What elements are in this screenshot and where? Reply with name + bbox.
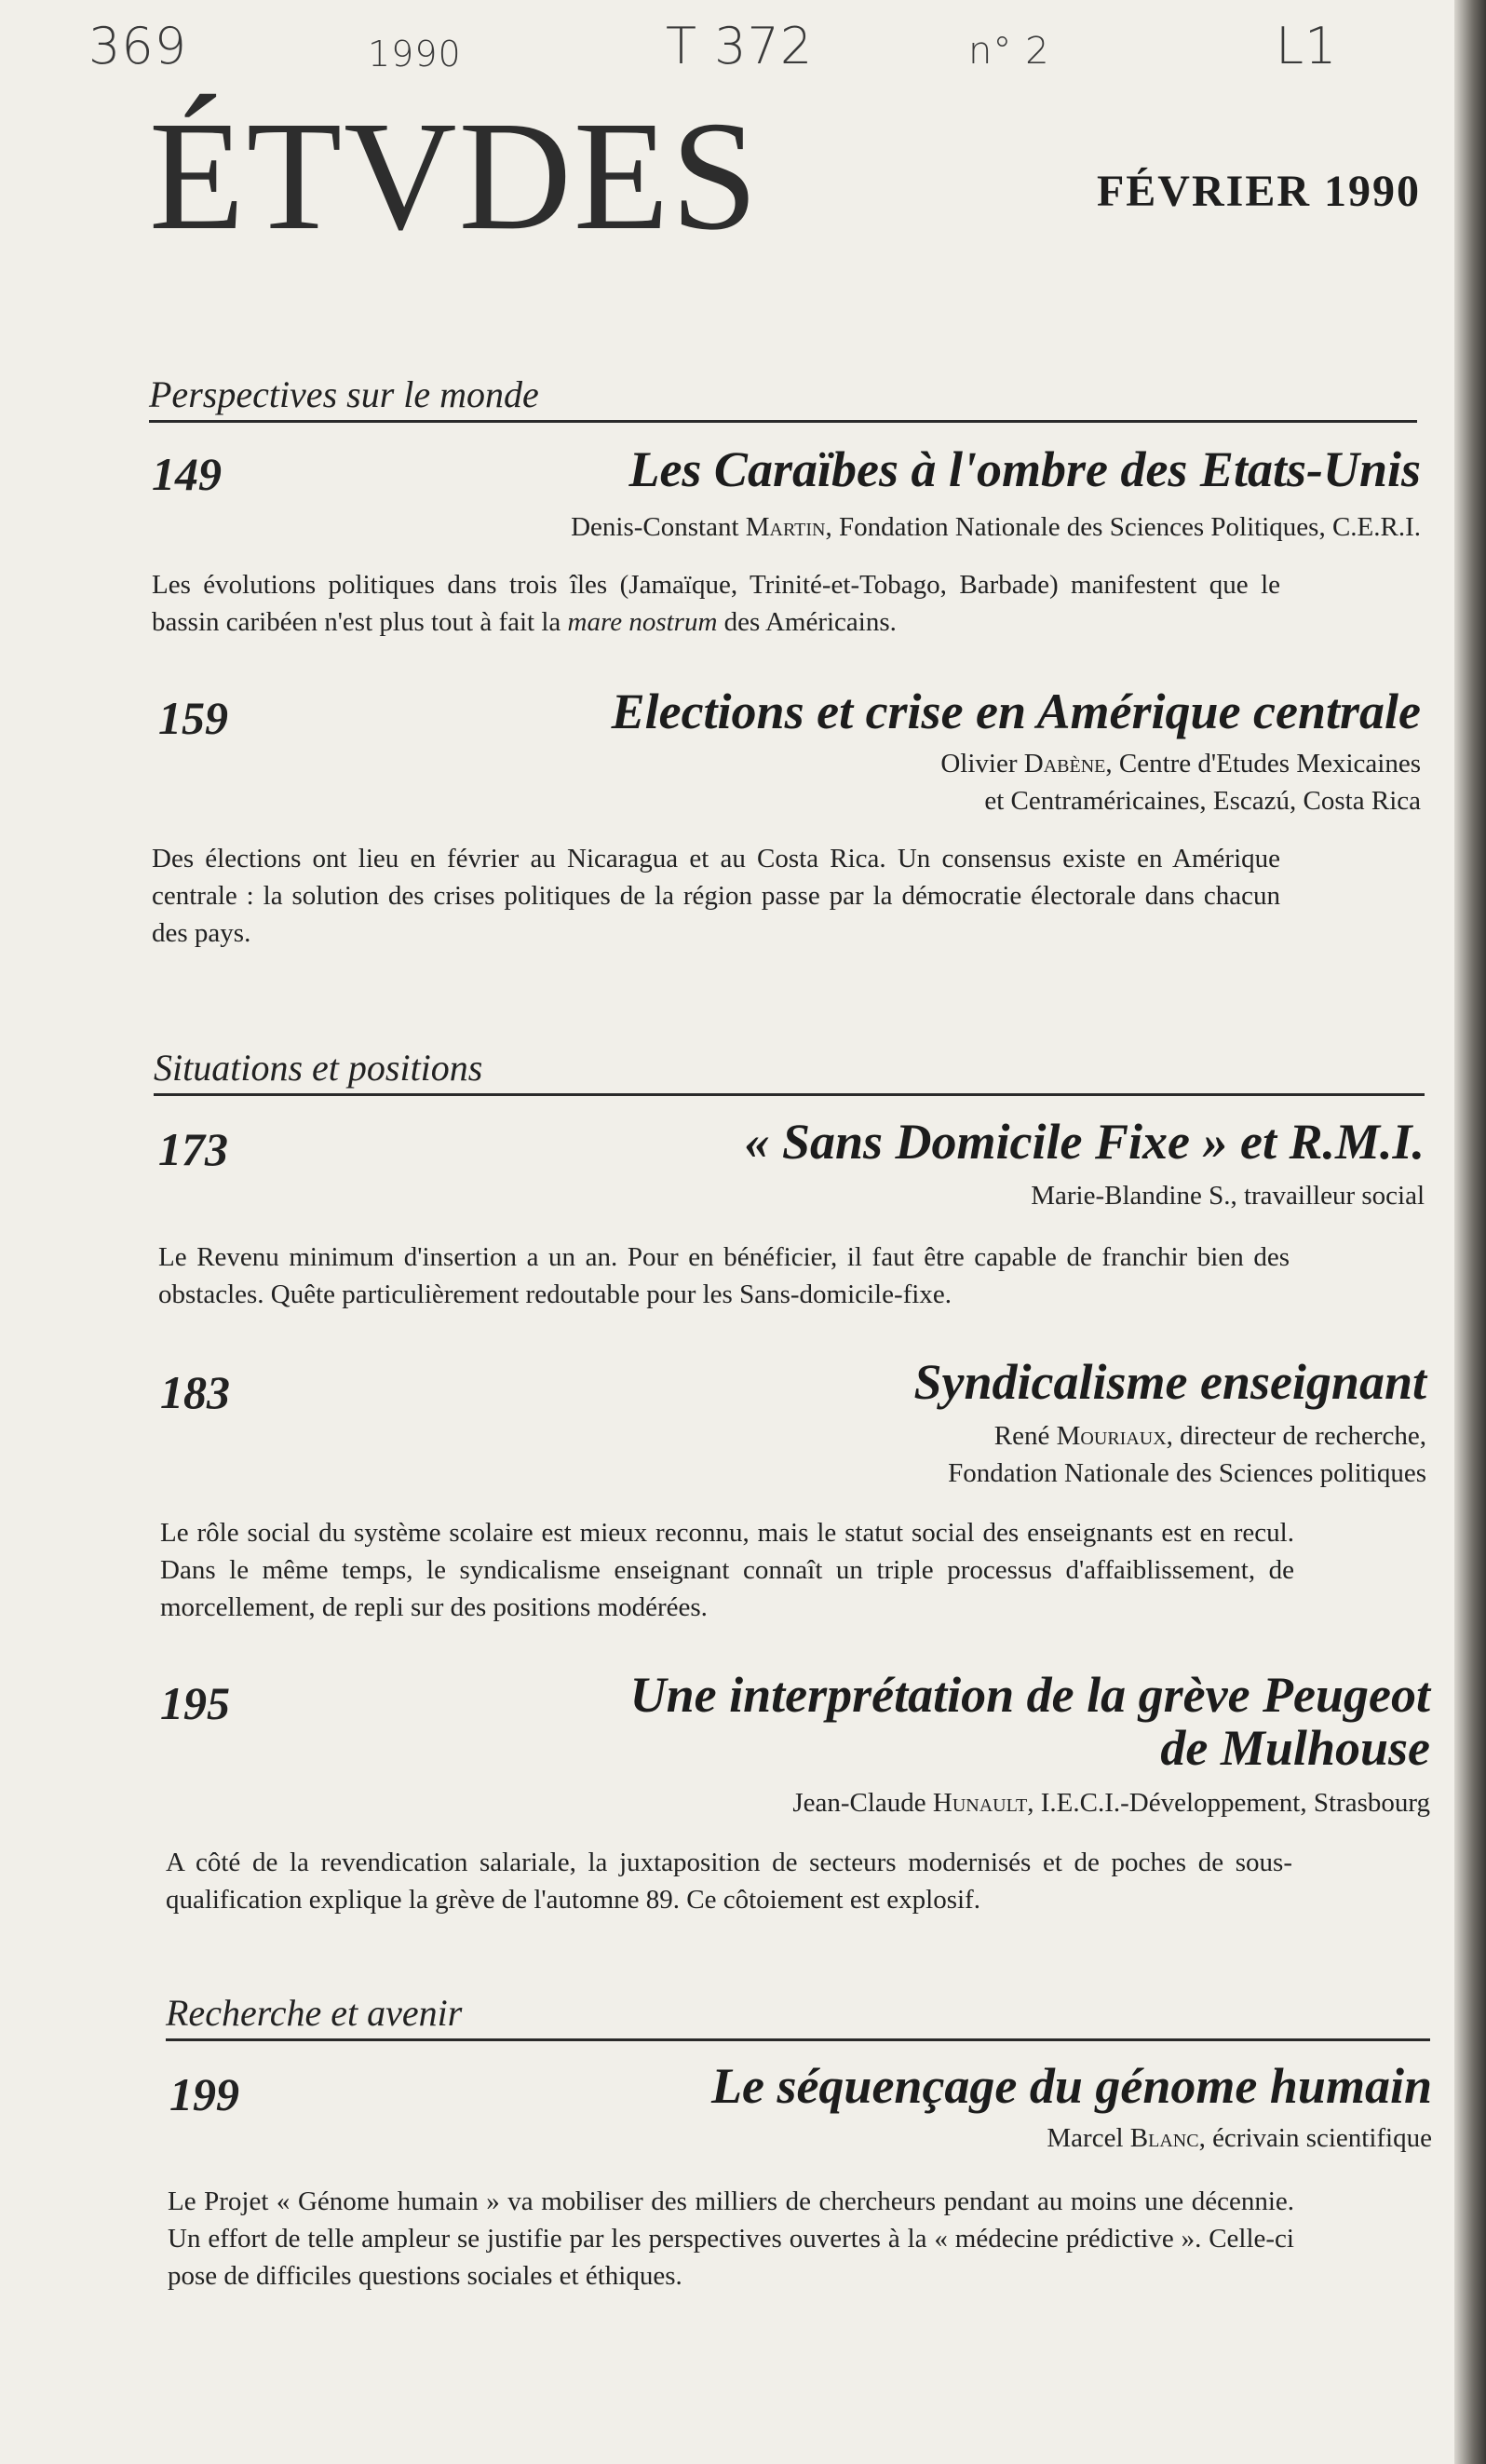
article-page-number: 199 <box>169 2068 239 2120</box>
section-heading: Perspectives sur le monde <box>149 372 1417 423</box>
article-title: Syndicalisme enseignant <box>913 1354 1426 1410</box>
article-page-number: 183 <box>160 1366 230 1418</box>
article-author <box>279 1784 1430 1821</box>
handwritten-note: L1 <box>1276 17 1338 75</box>
article-abstract: Le Revenu minimum d'insertion a un an. Pour en bénéficier, il faut être capable de franchir bien des obstacles. Quête particulièrement redoutable pour les Sans-domicile-fixe. <box>158 1242 1290 1310</box>
author-affiliation: , Fondation Nationale des Sciences Politiques, C.E.R.I. <box>825 512 1421 542</box>
abstract-text: des Américains. <box>717 607 897 638</box>
author-affiliation: , I.E.C.I.-Développement, Strasbourg <box>1027 1788 1430 1818</box>
article-abstract: A côté de la revendication salariale, la juxtaposition de secteurs modernisés et de poches de sous-qualification explique la grève de l'automne 89. Ce côtoiement est explosif. <box>166 1848 1292 1916</box>
abstract-italic: mare nostrum <box>567 607 718 638</box>
article-author <box>279 508 1421 546</box>
article-title: Les Caraïbes à l'ombre des Etats-Unis <box>628 441 1421 497</box>
author-first-name: René <box>993 1421 1050 1451</box>
article-title-line-2: de Mulhouse <box>1160 1720 1430 1777</box>
page-edge-shadow <box>1454 0 1486 2464</box>
author-affiliation-line-2: Fondation Nationale des Sciences politiques <box>948 1458 1426 1489</box>
article-title <box>391 1669 1430 1775</box>
bleed-through-decoration <box>112 130 142 270</box>
author-last-name: Hunault <box>932 1788 1028 1818</box>
article-author: Marie-Blandine S., travailleur social <box>1031 1181 1425 1211</box>
author-first-name: Olivier <box>940 749 1018 778</box>
article-abstract: Le Projet « Génome humain » va mobiliser des milliers de chercheurs pendant au moins une décennie. Un effort de telle ampleur se justifie par les perspectives ouvertes à la « médecine prédictive ». Celle-ci pose de difficiles questions sociales et éthiques. <box>168 2186 1294 2292</box>
article-abstract: Le rôle social du système scolaire est mieux reconnu, mais le statut social des enseignants est en recul. Dans le même temps, le syndicalisme enseignant connaît un triple processus d'affaiblissement, de morcellement, de repli sur des positions modérées. <box>160 1518 1294 1623</box>
author-last-name: Blanc <box>1129 2123 1199 2153</box>
issue-date: FÉVRIER 1990 <box>1096 167 1421 216</box>
abstract-text: Les évolutions politiques dans trois îles (Jamaïque, Trinité-et-Tobago, Barbade) manifestent que le bassin caribéen n'est plus tout à fait la <box>152 570 1280 638</box>
section-heading: Situations et positions <box>154 1046 1425 1096</box>
article-title-line-1: Une interprétation de la grève Peugeot <box>629 1667 1430 1723</box>
handwritten-note: T 372 <box>666 17 814 75</box>
author-last-name: Mouriaux <box>1056 1421 1167 1451</box>
article-author <box>279 1417 1426 1492</box>
author-affiliation: , écrivain scientifique <box>1198 2123 1432 2153</box>
article-page-number: 195 <box>160 1677 230 1729</box>
article-title: « Sans Domicile Fixe » et R.M.I. <box>744 1114 1425 1170</box>
article-page-number: 173 <box>158 1123 228 1175</box>
handwritten-note: n° 2 <box>968 30 1050 73</box>
article-page-number: 149 <box>152 448 222 500</box>
article-title: Elections et crise en Amérique centrale <box>611 684 1421 739</box>
article-abstract <box>152 566 1280 641</box>
author-last-name: Dabène <box>1023 749 1106 778</box>
handwritten-note: 1990 <box>368 34 462 74</box>
author-first-name: Denis-Constant <box>571 512 739 542</box>
author-last-name: Martin <box>745 512 826 542</box>
author-affiliation: , Centre d'Etudes Mexicaines <box>1105 749 1421 778</box>
author-affiliation: , directeur de recherche, <box>1166 1421 1426 1451</box>
author-affiliation-line-2: et Centraméricaines, Escazú, Costa Rica <box>984 786 1421 817</box>
article-author <box>279 745 1421 819</box>
article-author <box>279 2119 1432 2157</box>
author-first-name: Jean-Claude <box>792 1788 926 1818</box>
section-heading: Recherche et avenir <box>166 1991 1430 2041</box>
author-first-name: Marcel <box>1047 2123 1124 2153</box>
article-title: Le séquençage du génome humain <box>710 2058 1432 2114</box>
journal-title: ÉTVDES <box>149 89 760 263</box>
handwritten-note: 369 <box>88 17 188 75</box>
article-page-number: 159 <box>158 692 228 744</box>
article-abstract: Des élections ont lieu en février au Nicaragua et au Costa Rica. Un consensus existe en Amérique centrale : la solution des crises politiques de la région passe par la démocratie électorale dans chacun des pays. <box>152 844 1280 949</box>
